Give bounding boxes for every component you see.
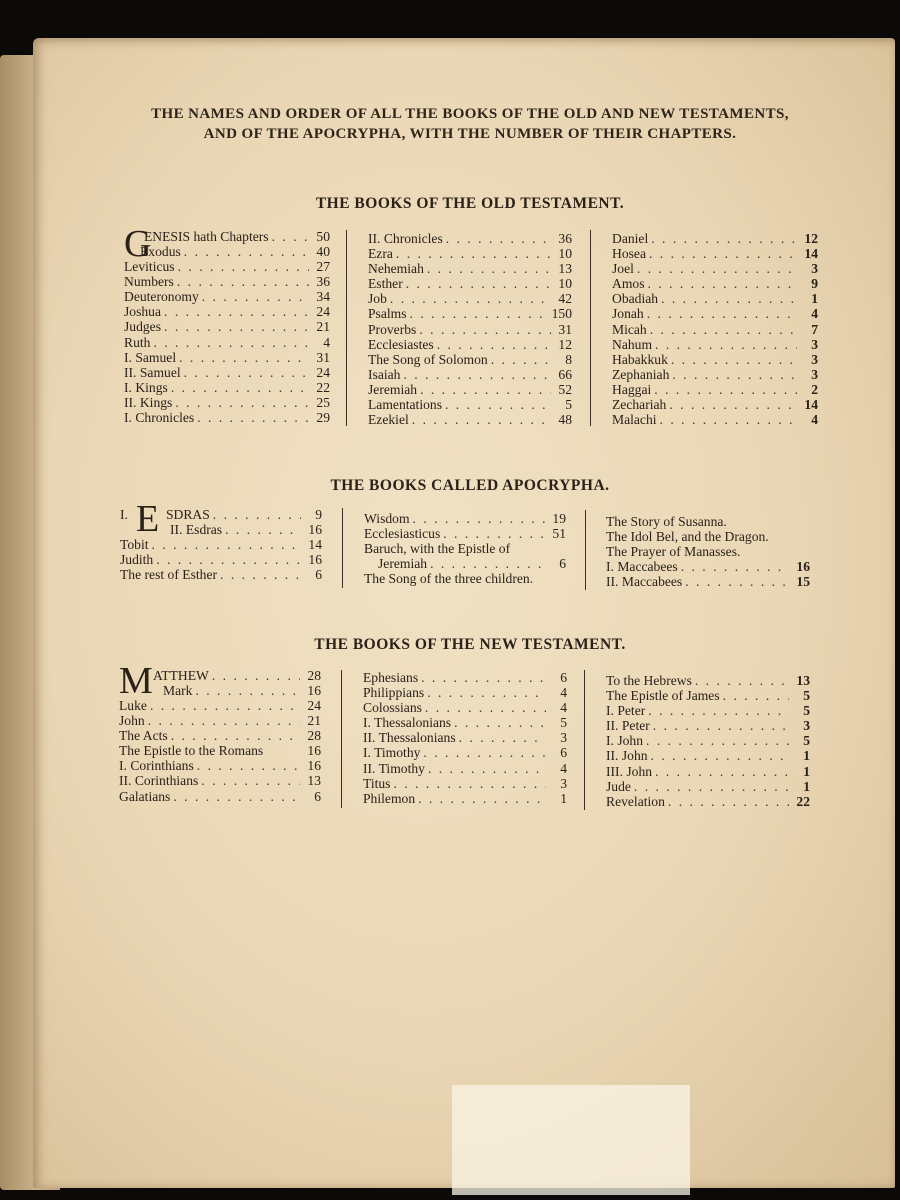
nt-col1-row: Luke . . . 24 [119, 698, 321, 713]
nt-col3-row: II. John . . . 1 [606, 748, 810, 763]
ot-col3-row: Zephaniah . . . 3 [612, 367, 818, 382]
ot-col3-row: Daniel . . . 12 [612, 231, 818, 246]
nt-col2-row: Philippians . . . 4 [363, 685, 567, 700]
nt-col1-row: I. Corinthians . . . 16 [119, 758, 321, 773]
ot-col2-row: The Song of Solomon . . . 8 [368, 352, 572, 367]
ot-col1-row: II. Kings . . . 25 [124, 395, 330, 410]
ot-col2-row: Proverbs . . . 31 [368, 322, 572, 337]
apoc-col1-row: Judith . . . 16 [120, 552, 322, 567]
nt-column-1 [119, 698, 321, 804]
ot-col2-row: Lamentations . . . 5 [368, 397, 572, 412]
ot-col1-row: ENESIS hath Chapters . . . 50 [144, 229, 330, 244]
nt-col3-row: Revelation . . . 22 [606, 794, 810, 809]
ot-column-1 [144, 229, 330, 244]
nt-col2-row: Ephesians . . . 6 [363, 670, 567, 685]
ot-col2-row: Esther . . . 10 [368, 276, 572, 291]
ot-col1-row: I. Samuel . . . 31 [124, 350, 330, 365]
apocrypha-column-3 [606, 514, 810, 589]
nt-col2-row: II. Thessalonians . . . 3 [363, 730, 567, 745]
page-title-line-2: AND OF THE APOCRYPHA, WITH THE NUMBER OF THEIR CHAPTERS. [203, 126, 737, 142]
apoc-col1-row: Tobit . . . 14 [120, 537, 322, 552]
ot-col1-row: I. Chronicles . . . 29 [124, 410, 330, 425]
ot-col3-row: Zechariah . . . 14 [612, 397, 818, 412]
nt-col1-row: ATTHEW . . . 28 [153, 668, 321, 683]
ot-col3-row: Nahum . . . 3 [612, 337, 818, 352]
nt-col3-row: III. John . . . 1 [606, 764, 810, 779]
nt-col1-row: II. Corinthians . . . 13 [119, 773, 321, 788]
nt-col3-row: The Epistle of James . . . 5 [606, 688, 810, 703]
ot-col2-row: Psalms . . . 150 [368, 306, 572, 321]
apoc-col2-row: Jeremiah . . . 6 [364, 556, 566, 571]
nt-col3-row: To the Hebrews . . . 13 [606, 673, 810, 688]
ot-divider-1 [346, 230, 347, 426]
ot-col1-row: Joshua . . . 24 [124, 304, 330, 319]
ot-col1-row: Numbers . . . 36 [124, 274, 330, 289]
ot-col2-row: Ecclesiastes . . . 12 [368, 337, 572, 352]
ot-col3-row: Obadiah . . . 1 [612, 291, 818, 306]
nt-col2-row: II. Timothy . . . 4 [363, 761, 567, 776]
nt-col2-row: Philemon . . . 1 [363, 791, 567, 806]
nt-col1-row: The Acts . . . 28 [119, 728, 321, 743]
ot-col3-row: Amos . . . 9 [612, 276, 818, 291]
nt-col2-row: Colossians . . . 4 [363, 700, 567, 715]
apocrypha-column-2 [364, 511, 566, 586]
ot-col1-row: Leviticus . . . 27 [124, 259, 330, 274]
ot-col2-row: Isaiah . . . 66 [368, 367, 572, 382]
ot-col3-row: Micah . . . 7 [612, 322, 818, 337]
nt-divider-2 [584, 670, 585, 810]
nt-divider-1 [341, 670, 342, 808]
apoc-col2-row: Baruch, with the Epistle of [364, 541, 511, 557]
ot-col1-row: Ruth . . . 4 [124, 335, 330, 350]
ot-col2-row: Ezekiel . . . 48 [368, 412, 572, 427]
ot-col3-row: Habakkuk . . . 3 [612, 352, 818, 367]
page-title-line-1: THE NAMES AND ORDER OF ALL THE BOOKS OF THE OLD AND NEW TESTAMENTS, [151, 106, 789, 122]
nt-col1-row: Mark . . . 16 [153, 683, 321, 698]
nt-column-2 [363, 670, 567, 806]
ot-col3-row: Malachi . . . 4 [612, 412, 818, 427]
ot-col1-row: II. Samuel . . . 24 [124, 365, 330, 380]
paper-stain [452, 1085, 690, 1195]
ot-col1-row: Exodus . . . 40 [124, 244, 330, 259]
apoc-col2-row: The Song of the three children. [364, 571, 534, 587]
ot-col1-row: I. Kings . . . 22 [124, 380, 330, 395]
old-testament-heading: THE BOOKS OF THE OLD TESTAMENT. [315, 195, 625, 212]
new-testament-drop-cap: M [119, 660, 153, 702]
apoc-col1-row: II. Esdras . . . 16 [120, 522, 322, 537]
nt-col1-row: John . . . 21 [119, 713, 321, 728]
ot-col1-row: Judges . . . 21 [124, 319, 330, 334]
nt-col2-row: I. Timothy . . . 6 [363, 745, 567, 760]
apoc-col1-row: The rest of Esther . . . 6 [120, 567, 322, 582]
nt-column-3 [606, 673, 810, 809]
apocrypha-divider-1 [342, 508, 343, 588]
nt-col2-row: I. Thessalonians . . . 5 [363, 715, 567, 730]
nt-col1-row: The Epistle to the Romans 16 [119, 743, 321, 759]
ot-col3-row: Joel . . . 3 [612, 261, 818, 276]
ot-column-1-rest [124, 244, 330, 425]
nt-col1-row: Galatians . . . 6 [119, 789, 321, 804]
apoc-col3-row: The Idol Bel, and the Dragon. [606, 529, 769, 545]
nt-col3-row: Jude . . . 1 [606, 779, 810, 794]
ot-col2-row: Ezra . . . 10 [368, 246, 572, 261]
nt-col3-row: I. Peter . . . 5 [606, 703, 810, 718]
old-testament-drop-cap: G [124, 223, 152, 265]
new-testament-heading: THE BOOKS OF THE NEW TESTAMENT. [314, 636, 626, 653]
ot-col3-row: Hosea . . . 14 [612, 246, 818, 261]
apocrypha-column-1 [120, 507, 322, 582]
ot-col2-row: II. Chronicles . . . 36 [368, 231, 572, 246]
apocrypha-divider-2 [585, 510, 586, 590]
ot-col1-row: Deuteronomy . . . 34 [124, 289, 330, 304]
ot-column-2 [368, 231, 572, 427]
apoc-col1-row: I. SDRAS . . . 9 [120, 507, 322, 522]
apoc-col3-row: II. Maccabees . . . 15 [606, 574, 810, 589]
apoc-col3-row: The Story of Susanna. [606, 514, 727, 529]
apoc-col3-row: I. Maccabees . . . 16 [606, 559, 810, 574]
nt-column-1-first [153, 668, 321, 698]
ot-divider-2 [590, 230, 591, 426]
nt-col3-row: I. John . . . 5 [606, 733, 810, 748]
apoc-col2-row: Wisdom . . . 19 [364, 511, 566, 526]
nt-col3-row: II. Peter . . . 3 [606, 718, 810, 733]
ot-column-3 [612, 231, 818, 427]
ot-col3-row: Haggai . . . 2 [612, 382, 818, 397]
ot-col2-row: Jeremiah . . . 52 [368, 382, 572, 397]
apoc-col2-row: Ecclesiasticus . . . 51 [364, 526, 566, 541]
apoc-col3-row: The Prayer of Manasses. [606, 544, 741, 560]
ot-col3-row: Jonah . . . 4 [612, 306, 818, 321]
apocrypha-heading: THE BOOKS CALLED APOCRYPHA. [330, 477, 610, 494]
nt-col2-row: Titus . . . 3 [363, 776, 567, 791]
ot-col2-row: Job . . . 42 [368, 291, 572, 306]
apocrypha-drop-cap: E [136, 498, 160, 540]
ot-col2-row: Nehemiah . . . 13 [368, 261, 572, 276]
